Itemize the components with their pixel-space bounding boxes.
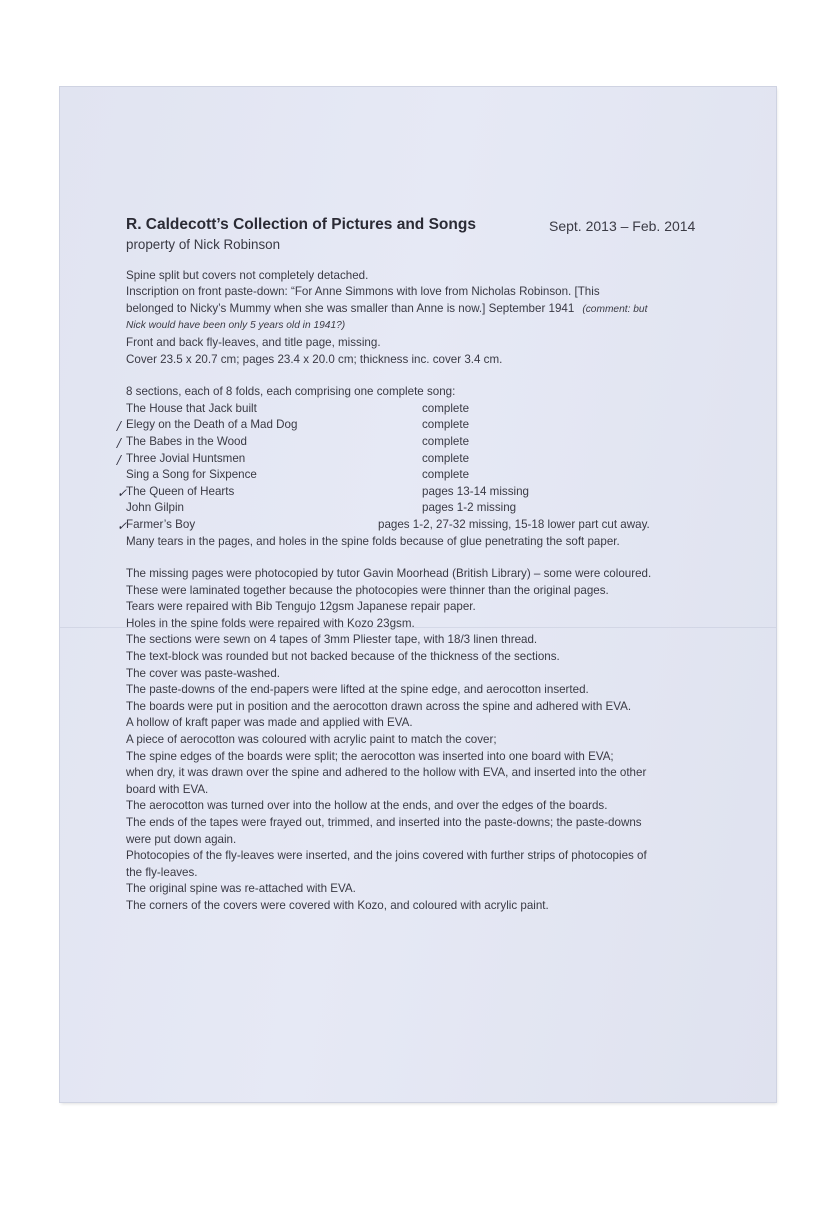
song-row	[126, 401, 726, 418]
treatment-line: The ends of the tapes were frayed out, trimmed, and inserted into the paste-downs; the paste-downs	[126, 816, 642, 829]
song-status: pages 13-14 missing	[422, 484, 529, 498]
song-name: Sing a Song for Sixpence	[126, 468, 257, 482]
song-name: John Gilpin	[126, 501, 185, 515]
treatment-line: the fly-leaves.	[126, 865, 198, 879]
document-body	[117, 216, 726, 915]
song-status: complete	[422, 451, 470, 465]
comment-note: (comment: but	[582, 303, 648, 315]
treatment-line: The paste-downs of the end-papers were lifted at the spine edge, and aerocotton inserted.	[126, 683, 589, 697]
song-row	[117, 484, 726, 501]
treatment-line: were put down again.	[126, 832, 237, 846]
handwritten-tick-icon: ✓	[117, 485, 128, 500]
treatment-line: The cover was paste-washed.	[126, 666, 281, 680]
song-name: The House that Jack built	[126, 401, 257, 415]
paper-sheet	[60, 87, 776, 1102]
header	[126, 217, 726, 239]
text-line: Cover 23.5 x 20.7 cm; pages 23.4 x 20.0 cm; thickness inc. cover 3.4 cm.	[126, 352, 503, 366]
text-span: belonged to Nicky’s Mummy when she was smaller than Anne is now.] September 1941	[126, 301, 575, 315]
treatment-line: The corners of the covers were covered with Kozo, and coloured with acrylic paint.	[126, 898, 549, 912]
song-row	[117, 517, 726, 534]
song-status: complete	[422, 434, 470, 448]
treatment-line: The spine edges of the boards were split; the aerocotton was inserted into one board with EVA;	[126, 749, 614, 763]
song-status: pages 1-2 missing	[422, 501, 517, 515]
treatment-line: A hollow of kraft paper was made and applied with EVA.	[126, 716, 413, 730]
treatment-line: The text-block was rounded but not backed because of the thickness of the sections.	[126, 650, 560, 664]
spacer	[126, 550, 726, 566]
comment-note-continued: Nick would have been only 5 years old in 1941?)	[126, 320, 346, 332]
handwritten-tick-icon: ✓	[117, 518, 128, 533]
sections-summary: Many tears in the pages, and holes in the spine folds because of glue penetrating the soft paper.	[126, 534, 620, 548]
document-subtitle: property of Nick Robinson	[126, 237, 281, 252]
document-title: R. Caldecott’s Collection of Pictures and Songs	[126, 216, 476, 233]
handwritten-tick-icon: /	[117, 419, 122, 434]
song-row	[126, 467, 726, 484]
text-line: Inscription on front paste-down: “For Anne Simmons with love from Nicholas Robinson. [This	[126, 285, 600, 299]
song-status: complete	[422, 468, 470, 482]
treatment-line: The sections were sewn on 4 tapes of 3mm Pliester tape, with 18/3 linen thread.	[126, 633, 538, 647]
song-status: complete	[422, 401, 470, 415]
song-row	[117, 417, 726, 434]
text-line	[126, 301, 726, 319]
song-name: The Babes in the Wood	[126, 434, 247, 448]
treatment-line: Holes in the spine folds were repaired with Kozo 23gsm.	[126, 616, 415, 630]
treatment-line: The missing pages were photocopied by tutor Gavin Moorhead (British Library) – some were coloured.	[126, 567, 652, 581]
date-range: Sept. 2013 – Feb. 2014	[549, 218, 696, 234]
song-name: Three Jovial Huntsmen	[126, 451, 246, 465]
spacer	[126, 368, 726, 384]
sections-list	[117, 384, 726, 550]
treatment-line: Tears were repaired with Bib Tengujo 12gsm Japanese repair paper.	[126, 600, 476, 614]
condition-notes	[126, 268, 726, 369]
treatment-line: Photocopies of the fly-leaves were inserted, and the joins covered with further strips of photocopies of	[126, 849, 647, 863]
song-row	[117, 451, 726, 468]
treatment-line: These were laminated together because the photocopies were thinner than the original pages.	[126, 583, 609, 597]
song-name: Farmer’s Boy	[126, 517, 196, 531]
song-status: complete	[422, 418, 470, 432]
song-row	[126, 500, 726, 517]
treatment-line: The boards were put in position and the aerocotton drawn across the spine and adhered with EVA.	[126, 699, 632, 713]
handwritten-tick-icon: /	[117, 435, 122, 450]
text-line: Front and back fly-leaves, and title page, missing.	[126, 335, 381, 349]
song-name: Elegy on the Death of a Mad Dog	[126, 418, 298, 432]
treatment-line: when dry, it was drawn over the spine and adhered to the hollow with EVA, and inserted into the other	[126, 766, 647, 780]
song-name: The Queen of Hearts	[126, 484, 235, 498]
song-row	[117, 434, 726, 451]
handwritten-tick-icon: /	[117, 452, 122, 467]
treatment-line: board with EVA.	[126, 782, 209, 796]
treatment-line: The original spine was re-attached with EVA.	[126, 882, 356, 896]
treatment-notes	[126, 566, 726, 914]
text-line: Spine split but covers not completely detached.	[126, 268, 369, 282]
sections-intro: 8 sections, each of 8 folds, each comprising one complete song:	[126, 385, 456, 399]
song-status: pages 1-2, 27-32 missing, 15-18 lower part cut away.	[378, 517, 650, 531]
treatment-line: The aerocotton was turned over into the hollow at the ends, and over the edges of the boards.	[126, 799, 608, 813]
treatment-line: A piece of aerocotton was coloured with acrylic paint to match the cover;	[126, 733, 497, 747]
